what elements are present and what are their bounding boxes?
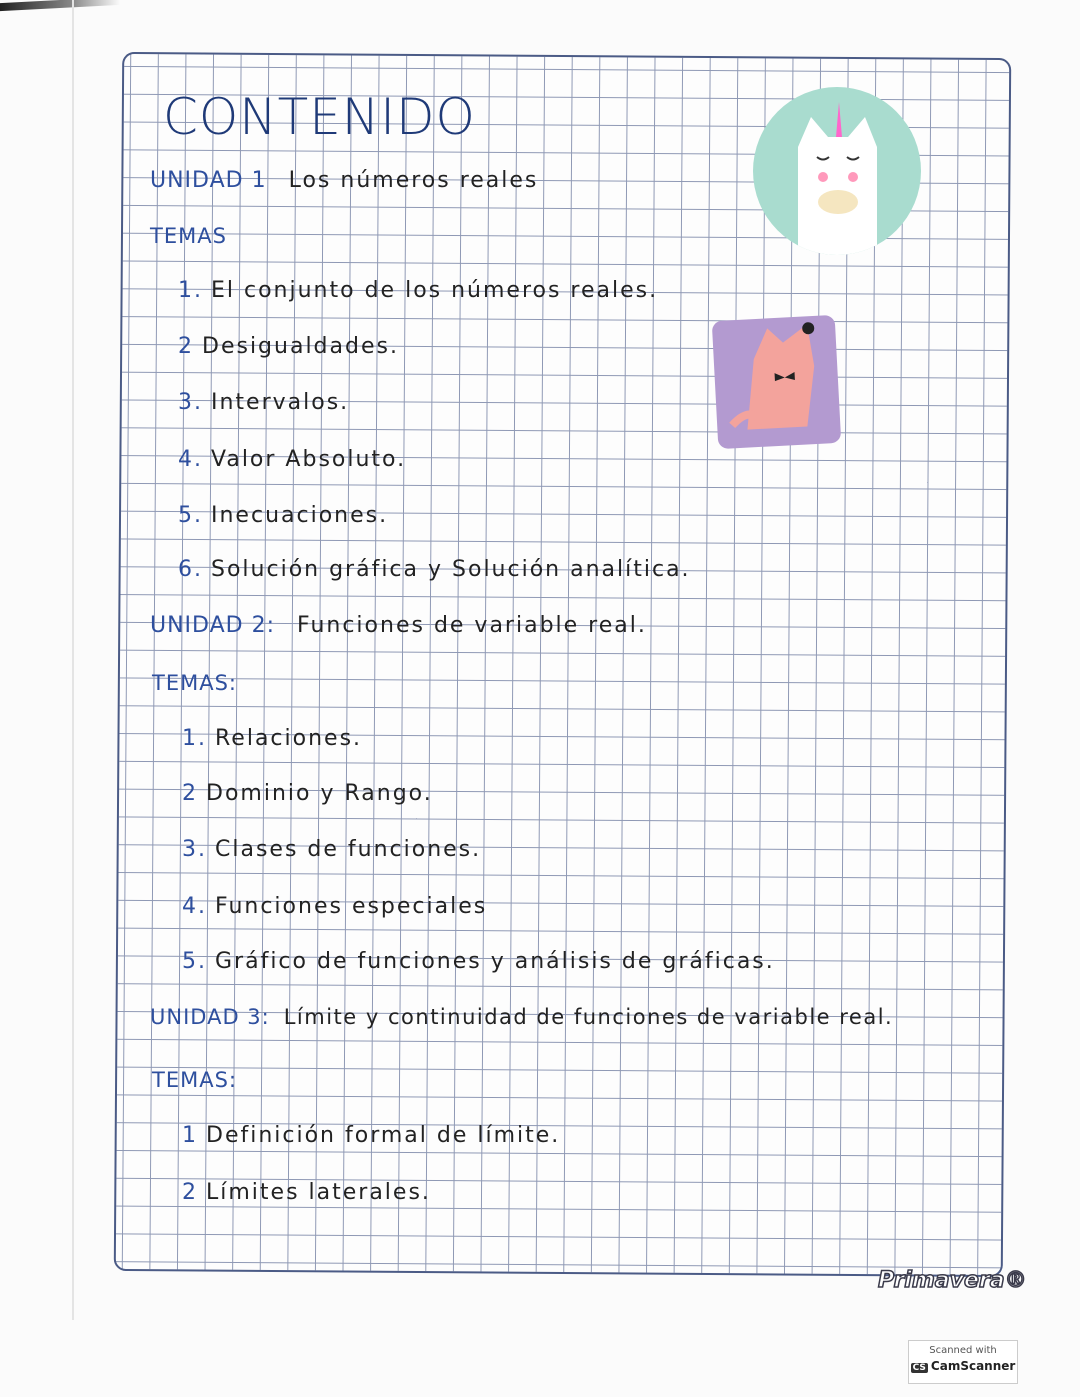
- page-title: CONTENIDO: [163, 88, 476, 146]
- topic-number: 4.: [178, 447, 203, 472]
- pink-cat-sticker: [712, 315, 842, 449]
- topic-text: Relaciones.: [215, 726, 363, 751]
- topic-item: [182, 783, 433, 805]
- unit-label: UNIDAD 1: [150, 168, 267, 193]
- brand-logo: Primavera®: [878, 1268, 1027, 1293]
- topic-item: [178, 505, 388, 527]
- topic-text: Gráfico de funciones y análisis de gráficas.: [215, 949, 775, 974]
- camscanner-icon: CS: [912, 1363, 926, 1373]
- unit-name: Los números reales: [288, 168, 539, 193]
- topic-number: 2: [182, 1180, 198, 1205]
- unicorn-cat-icon: [753, 87, 921, 255]
- unit-name: Límite y continuidad de funciones de variable real.: [283, 1005, 894, 1029]
- topic-item: [182, 1125, 560, 1147]
- unit-3-heading: [150, 1007, 893, 1028]
- topic-number: 6.: [178, 557, 203, 582]
- topic-number: 5.: [178, 503, 203, 528]
- topic-item: [178, 559, 691, 581]
- topic-number: 1: [182, 1123, 198, 1148]
- pink-cat-icon: [712, 315, 842, 449]
- topic-item: [182, 839, 481, 861]
- topic-item: [178, 392, 349, 414]
- topic-item: [178, 336, 399, 358]
- topic-text: Valor Absoluto.: [211, 447, 407, 472]
- topic-item: [182, 951, 775, 973]
- unit-2-heading: [150, 615, 647, 637]
- topic-number: 3.: [178, 390, 203, 415]
- topic-text: El conjunto de los números reales.: [211, 278, 659, 303]
- topic-text: Inecuaciones.: [211, 503, 389, 528]
- unicorn-cat-sticker: [753, 87, 921, 255]
- unit-name: Funciones de variable real.: [297, 613, 647, 638]
- temas-label: TEMAS:: [152, 1068, 237, 1092]
- unit-label: UNIDAD 3:: [150, 1005, 270, 1029]
- topic-item: [182, 728, 362, 750]
- temas-label: TEMAS:: [152, 671, 237, 695]
- topic-text: Clases de funciones.: [215, 837, 482, 862]
- topic-text: Dominio y Rango.: [206, 781, 433, 806]
- topic-number: 3.: [182, 837, 207, 862]
- topic-number: 4.: [182, 894, 207, 919]
- temas-label: TEMAS: [150, 224, 227, 248]
- topic-number: 1.: [182, 726, 207, 751]
- topic-number: 2: [178, 334, 194, 359]
- topic-text: Definición formal de límite.: [206, 1123, 561, 1148]
- topic-text: Funciones especiales: [215, 894, 488, 919]
- scan-shadow: [0, 0, 120, 11]
- topic-number: 1.: [178, 278, 203, 303]
- page-edge: [72, 0, 74, 1320]
- scanned-with-label: Scanned with: [929, 1345, 997, 1356]
- topic-text: Desigualdades.: [202, 334, 399, 359]
- unit-label: UNIDAD 2:: [150, 613, 275, 638]
- topic-text: Solución gráfica y Solución analítica.: [211, 557, 691, 582]
- topic-number: 5.: [182, 949, 207, 974]
- topic-item: [182, 1182, 431, 1204]
- topic-item: [178, 449, 406, 471]
- camscanner-badge: [908, 1340, 1018, 1384]
- topic-number: 2: [182, 781, 198, 806]
- topic-text: Intervalos.: [211, 390, 350, 415]
- unit-1-heading: [150, 170, 538, 192]
- topic-text: Límites laterales.: [206, 1180, 431, 1205]
- camscanner-label: [909, 1359, 1017, 1373]
- topic-item: [178, 280, 658, 302]
- topic-item: [182, 896, 487, 918]
- camscanner-text: CamScanner: [930, 1359, 1016, 1373]
